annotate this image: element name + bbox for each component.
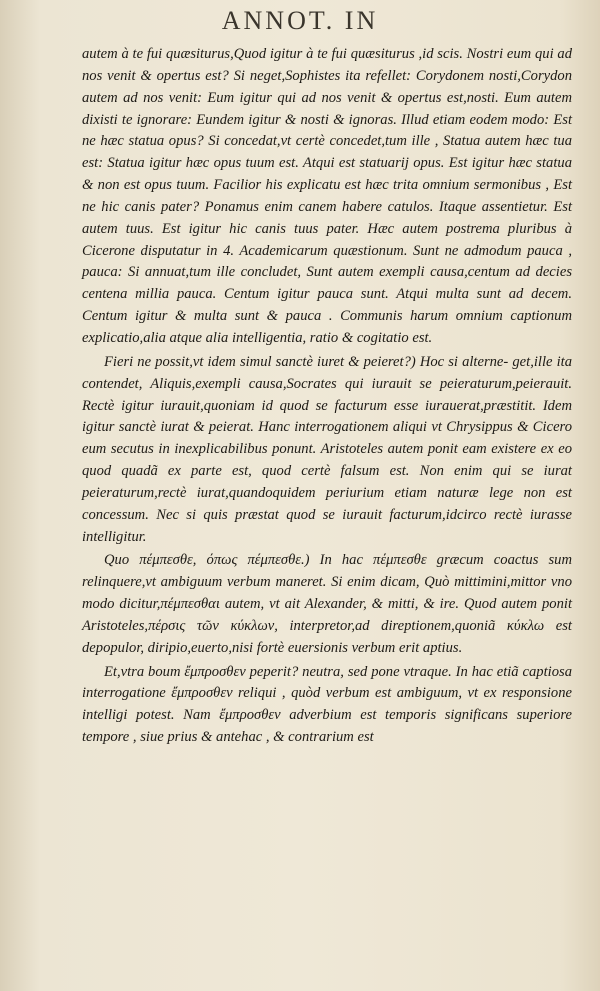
paragraph-2: Fieri ne possit,vt idem simul sanctè iuret & peieret?) Hoc si alterne- get,ille ita contendet, Aliquis,exempli causa,Socrates qui iurauit se peieraturum,peierauit. Rectè igitur iurauit,quoniam id quod se facturum esse iurauerat,præstitit. Idem igitur sanctè iurat & peierat. Hanc interrogationem aliqui vt Chrysippus & Cicero eum secutus in inexplicabilibus ponunt. Aristoteles autem ponit eam existere ex eo quod quadã ex parte est, quod certè falsum est. Non enim qui se iurat peieraturum,rectè iurat,quandoquidem periurium etiam naturæ lege non est concessum. Nec si quis præstat quod se iurauit facturum,idcirco rectè iurasse intelligitur. — [82, 353, 572, 545]
paragraph-1: autem à te fui quæsiturus,Quod igitur à te fui quæsiturus ,id scis. Nostri eum qui ad nos venit & opertus est? Si neget,Sophistes ita refellet: Corydonem nosti,Corydon autem ad nos venit: Eum igitur qui ad nos venit & opertus est,nosti. Eum autem dixisti te ignorare: Eundem igitur & nosti & ignoras. Illud etiam eodem modo: Est ne hæc statua opus? Si concedat,vt certè concedet,tum ille , Statua autem hæc tua est: Statua igitur hæc opus tuum est. Atqui est statuarij opus. Est igitur hæc statua & non est opus tuum. Facilior his explicatu est hæc trita omnium sermonibus , Est ne hic canis pater? Ponamus enim canem habere catulos. Itaque assentietur. Est autem tuus. Est igitur hic canis tuus pater. Hæc autem postrema pluribus à Cicerone disputatur in 4. Academicarum quæstionum. Sunt ne admodum pauca , pauca: Si annuat,tum ille concludet, Sunt autem exempli causa,centum ad decies centena millia pauca. Centum igitur pauca sunt. Atqui multa sunt ad decem. Centum igitur & multa sunt & pauca . Communis harum omnium captionum explicatio,alia atque alia intelligentia, ratio & cogitatio est. — [82, 46, 572, 346]
body-text — [82, 44, 572, 749]
paragraph-4: Et,vtra boum ἔμπροσθεν peperit? neutra, sed pone vtraque. In hac etiã captiosa interrogatione ἔμπροσθεν reliqui , quòd verbum est ambiguum, vt ex responsione intelligi potest. Nam ἔμπροσθεν adverbium est temporis significans superiore tempore , siue prius & antehac , & contrarium est — [82, 663, 572, 746]
paragraph-3: Quo πέμπεσθε, όπως πέμπεσθε.) In hac πέμπεσθε græcum coactus sum relinquere,vt ambiguum verbum maneret. Si enim dicam, Quò mittimini,mittor vno modo dicitur,πέμπεσθαι autem, vt ait Alexander, & mitti, & ire. Quod autem ponit Aristoteles,πέρσις τῶν κύκλων, interpretor,ad direptionem,quoniã κύκλω est depopulor, diripio,euerto,nisi fortè euersionis verbum erit aptius. — [82, 552, 572, 656]
running-head: ANNOT. IN — [221, 6, 379, 35]
